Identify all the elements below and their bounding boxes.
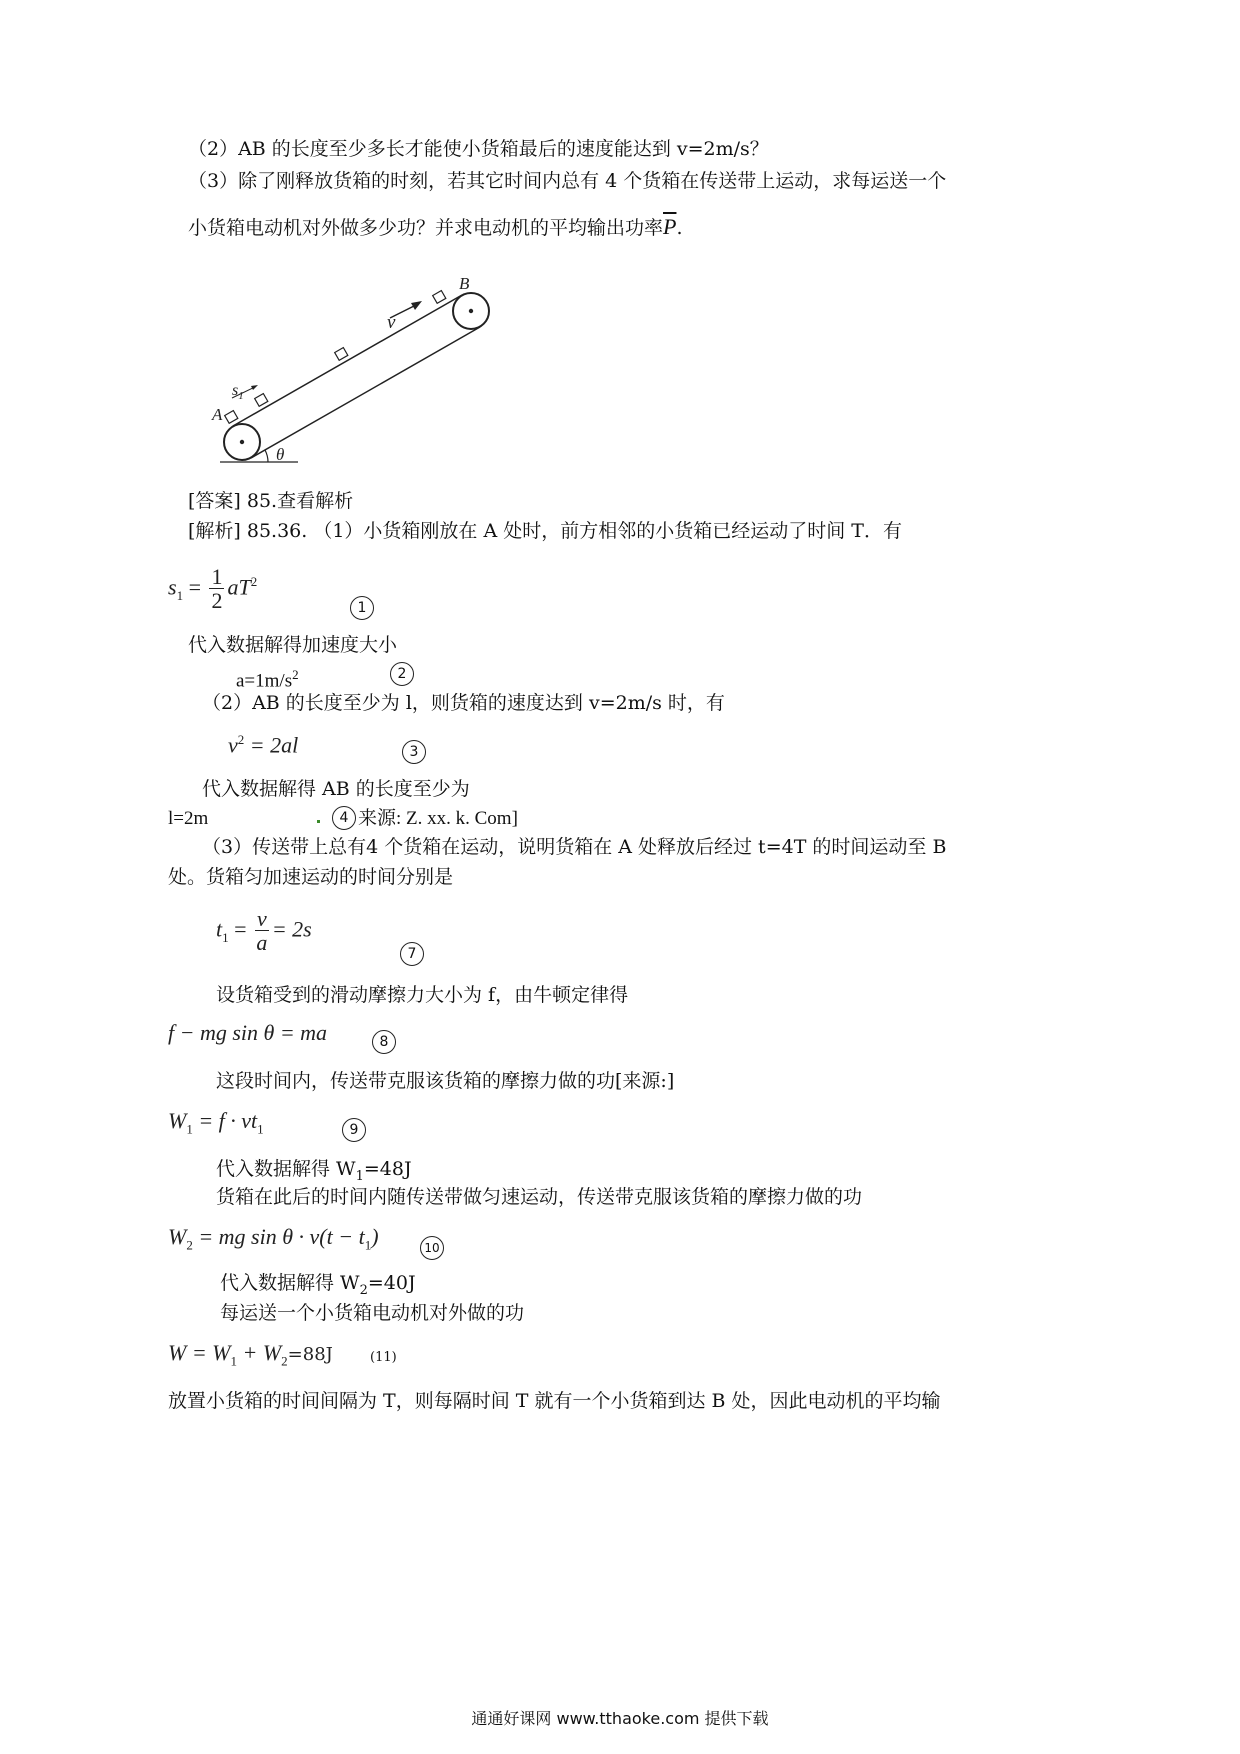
stray-dot: [317, 820, 320, 823]
marker-1: 1: [350, 596, 374, 620]
label-s: $s_1$: [232, 382, 244, 402]
marker-4: 4: [332, 806, 356, 830]
box-2: [255, 394, 268, 407]
label-a: A: [212, 405, 223, 424]
substitution-l: 代入数据解得 AB 的长度至少为: [202, 778, 470, 800]
final-line: 放置小货箱的时间间隔为 T，则每隔时间 T 就有一个小货箱到达 B 处，因此电动机的平均输: [168, 1390, 941, 1412]
conveyor-figure: [210, 270, 510, 470]
uniform-motion-line: 货箱在此后的时间内随传送带做匀速运动，传送带克服该货箱的摩擦力做的功: [216, 1186, 863, 1208]
answer-line: [答案] 85.查看解析: [188, 490, 354, 512]
box-4: [433, 291, 446, 304]
substitution-a: 代入数据解得加速度大小: [188, 634, 398, 656]
label-b: B: [459, 274, 470, 293]
equation-8: f − mg sin θ = ma: [168, 1020, 328, 1045]
box-a: [225, 411, 238, 424]
analysis-intro: [解析] 85.36. （1）小货箱刚放在 A 处时，前方相邻的小货箱已经运动了时间 T．有: [188, 520, 902, 542]
equation-3: $v^2 = 2al$: [228, 732, 299, 758]
marker-9: 9: [342, 1118, 366, 1142]
analysis-3-line2: 处。货箱匀加速运动的时间分别是: [168, 866, 454, 888]
equation-7: $t_1$ = $\frac{v}{a}$ = 2s: [216, 906, 312, 955]
equation-10: $W_2$ = mg $\sin \theta \cdot v(t - t_1)$: [168, 1224, 379, 1253]
work-1-line: 这段时间内，传送带克服该货箱的摩擦力做的功[来源:]: [216, 1070, 675, 1092]
each-box-work-line: 每运送一个小货箱电动机对外做的功: [220, 1302, 525, 1324]
marker-3: 3: [402, 740, 426, 764]
result-w2: 代入数据解得 $W_2=40J$: [220, 1272, 416, 1298]
question-3-line2: 小货箱电动机对外做多少功？并求电动机的平均输出功率$\overline{P}$.: [188, 214, 683, 239]
equation-11: $W = W_1 + W_2=88J$: [168, 1340, 333, 1369]
footer: 通通好课网 www.tthaoke.com 提供下载: [471, 1709, 769, 1728]
marker-7: 7: [400, 942, 424, 966]
result-l: l=2m: [168, 808, 209, 829]
equation-9: $W_1 = f \cdot vt_1$: [168, 1108, 264, 1137]
question-3-line1: （3）除了刚释放货箱的时刻，若其它时间内总有 4 个货箱在传送带上运动，求每运送一个: [188, 170, 947, 192]
box-3: [335, 348, 348, 361]
question-2: （2）AB 的长度至少多长才能使小货箱最后的速度能达到 v=2m/s？: [188, 138, 769, 160]
analysis-2: （2）AB 的长度至少为 l，则货箱的速度达到 v=2m/s 时，有: [202, 692, 725, 714]
result-a: $a=1m/s^2$: [236, 667, 299, 692]
equation-1: $s_1$ = $\frac{1}{2}$ $aT^2$: [168, 564, 258, 613]
marker-8: 8: [372, 1030, 396, 1054]
marker-10: 10: [420, 1236, 444, 1260]
analysis-3-line1: （3）传送带上总有4 个货箱在运动，说明货箱在 A 处释放后经过 t=4T 的时间运动至 B: [202, 836, 947, 858]
marker-2: 2: [390, 662, 414, 686]
label-v: v: [387, 312, 396, 333]
label-theta: θ: [276, 445, 285, 464]
friction-line: 设货箱受到的滑动摩擦力大小为 f，由牛顿定律得: [216, 984, 629, 1006]
power-symbol: $\overline{P}$: [663, 214, 677, 239]
result-w1: 代入数据解得 $W_1=48J$: [216, 1158, 412, 1184]
source-note-1: 来源: Z. xx. k. Com]: [358, 808, 518, 829]
marker-11: (11): [370, 1350, 397, 1365]
